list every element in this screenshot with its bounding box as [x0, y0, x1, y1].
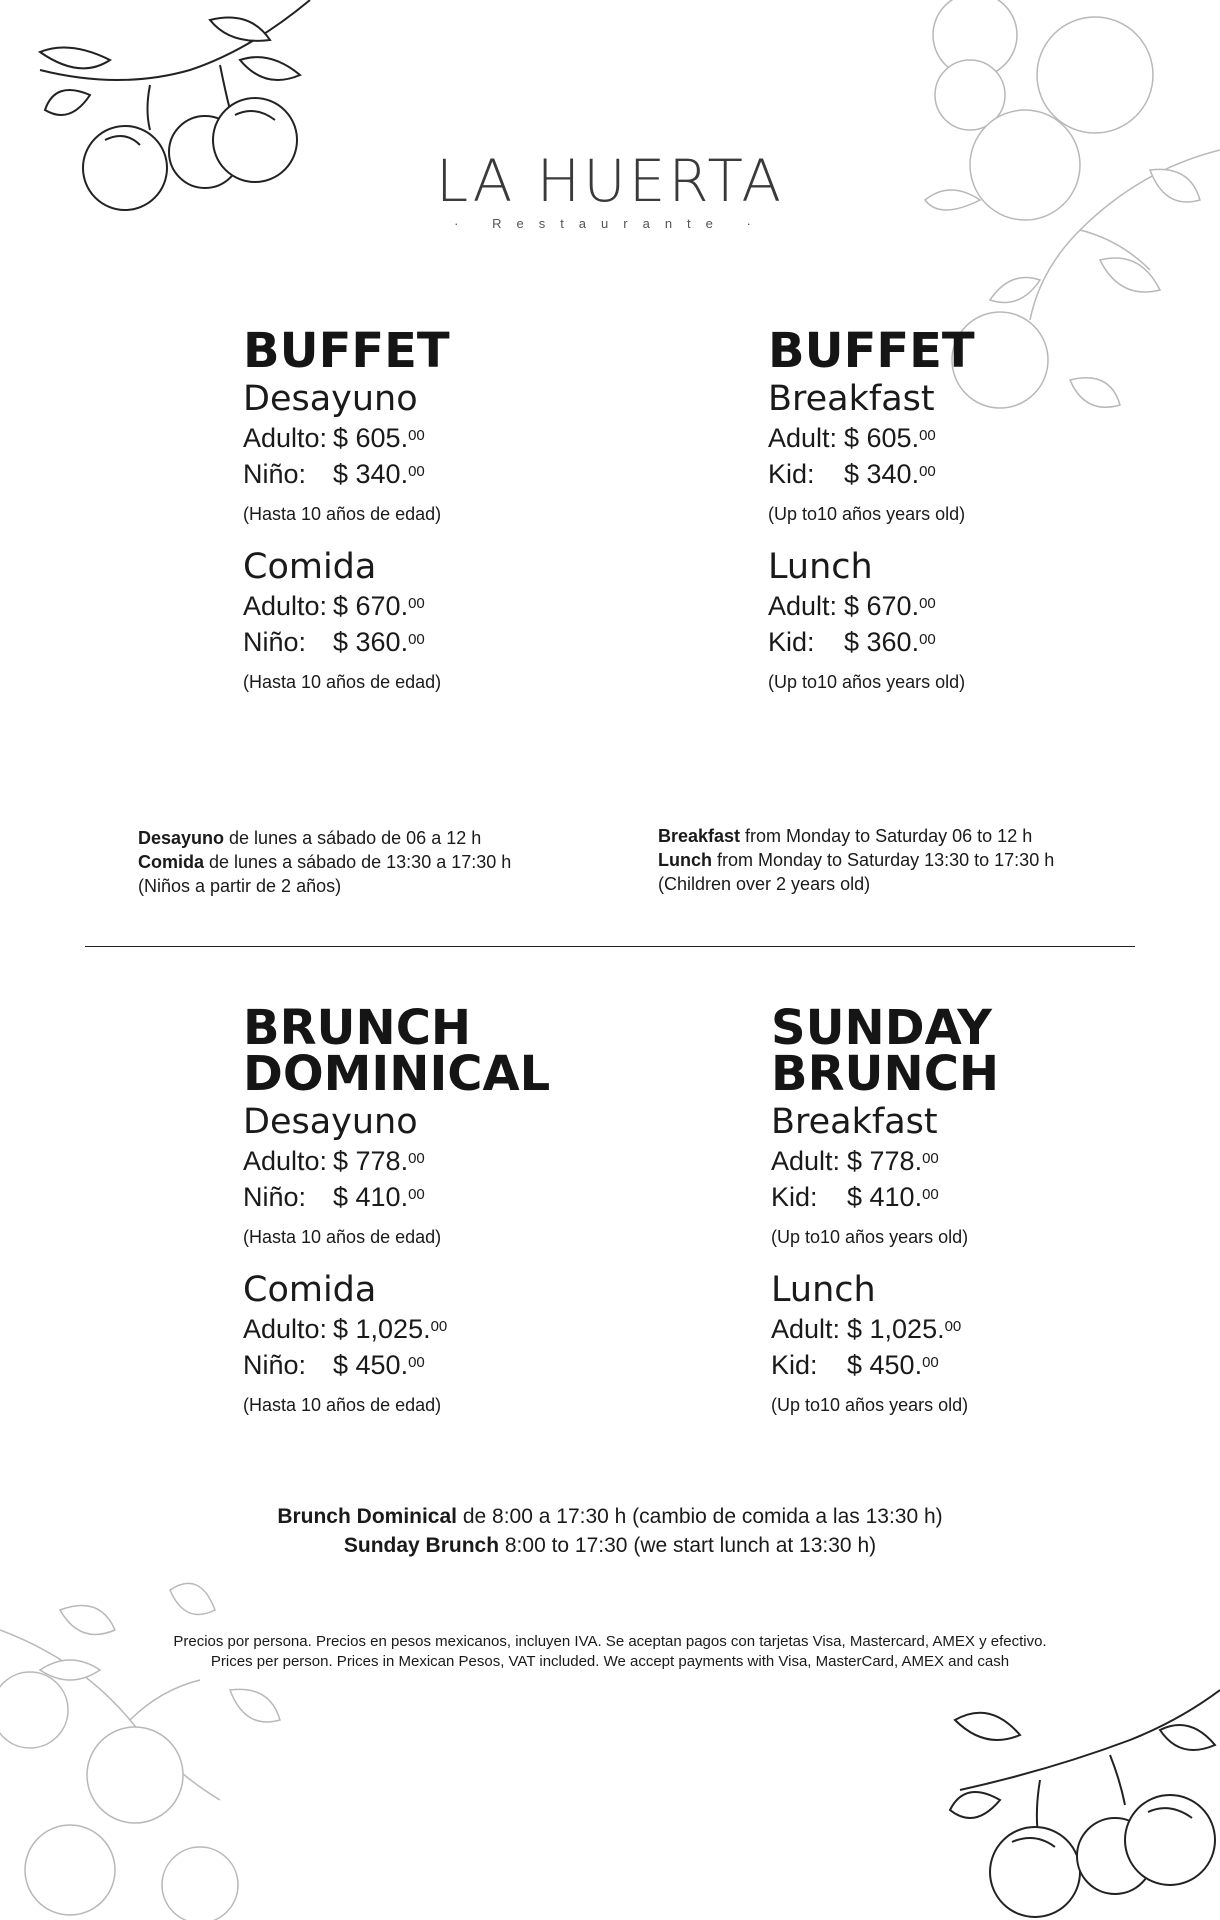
brunch-hours-es: Brunch Dominical de 8:00 a 17:30 h (cambio de comida a las 13:30 h)	[277, 1505, 943, 1528]
apple-branch-illustration-bottom-right	[930, 1660, 1220, 1920]
schedule-en-lunch: Lunch from Monday to Saturday 13:30 to 17:30 h	[658, 850, 1055, 870]
brunch-breakfast-age-note-es: (Hasta 10 años de edad)	[243, 1227, 442, 1247]
breakfast-heading-es: Desayuno	[243, 379, 418, 419]
adult-lunch-price-en: Adult: $ 670.00	[768, 591, 936, 621]
lunch-heading-en: Lunch	[768, 547, 873, 587]
brunch-kid-breakfast-price-en: Kid: $ 410.00	[771, 1182, 939, 1212]
brunch-title-es: BRUNCH DOMINICAL	[243, 1000, 551, 1102]
kid-lunch-price-es: Niño: $ 360.00	[243, 627, 425, 657]
breakfast-age-note-en: (Up to10 años years old)	[768, 504, 966, 524]
brunch-english-block	[771, 1000, 1000, 1417]
brunch-breakfast-age-note-en: (Up to10 años years old)	[771, 1227, 969, 1247]
lunch-age-note-en: (Up to10 años years old)	[768, 672, 966, 692]
kid-breakfast-price-en: Kid: $ 340.00	[768, 459, 936, 489]
adult-lunch-price-es: Adulto: $ 670.00	[243, 591, 425, 621]
brunch-lunch-age-note-en: (Up to10 años years old)	[771, 1395, 969, 1415]
brunch-kid-breakfast-price-es: Niño: $ 410.00	[243, 1182, 425, 1212]
restaurant-logo	[0, 147, 1220, 231]
footer-en: Prices per person. Prices in Mexican Pesos, VAT included. We accept payments with Visa, MasterCard, AMEX and cash	[210, 1653, 1010, 1670]
schedule-es-breakfast: Desayuno de lunes a sábado de 06 a 12 h	[138, 828, 482, 848]
brunch-kid-lunch-price-es: Niño: $ 450.00	[243, 1350, 425, 1380]
schedule-es-children: (Niños a partir de 2 años)	[138, 876, 342, 896]
schedule-en-children: (Children over 2 years old)	[658, 874, 871, 894]
lunch-heading-es: Comida	[243, 547, 377, 587]
schedule-es-lunch: Comida de lunes a sábado de 13:30 a 17:30 h	[138, 852, 512, 872]
logo-name: LA HUERTA	[435, 147, 785, 215]
brunch-breakfast-heading-es: Desayuno	[243, 1102, 418, 1142]
brunch-adult-lunch-price-en: Adult: $ 1,025.00	[771, 1314, 962, 1344]
schedule-en-breakfast: Breakfast from Monday to Saturday 06 to 12 h	[658, 826, 1033, 846]
schedule-es	[138, 826, 511, 898]
footer-es: Precios por persona. Precios en pesos mexicanos, incluyen IVA. Se aceptan pagos con tarjetas Visa, Mastercard, AMEX y efectivo.	[173, 1633, 1047, 1650]
section-divider	[85, 946, 1135, 947]
breakfast-age-note-es: (Hasta 10 años de edad)	[243, 504, 442, 524]
buffet-title-es: BUFFET	[243, 323, 450, 379]
kid-lunch-price-en: Kid: $ 360.00	[768, 627, 936, 657]
brunch-hours-en: Sunday Brunch 8:00 to 17:30 (we start lunch at 13:30 h)	[343, 1534, 877, 1557]
kid-breakfast-price-es: Niño: $ 340.00	[243, 459, 425, 489]
brunch-lunch-heading-es: Comida	[243, 1270, 377, 1310]
lunch-age-note-es: (Hasta 10 años de edad)	[243, 672, 442, 692]
brunch-title-en: SUNDAY BRUNCH	[771, 1000, 1000, 1102]
brunch-lunch-heading-en: Lunch	[771, 1270, 876, 1310]
brunch-hours	[0, 1502, 1220, 1560]
buffet-spanish-block	[243, 323, 450, 694]
brunch-adult-lunch-price-es: Adulto: $ 1,025.00	[243, 1314, 448, 1344]
brunch-breakfast-heading-en: Breakfast	[771, 1102, 938, 1142]
adult-breakfast-price-es: Adulto: $ 605.00	[243, 423, 425, 453]
brunch-adult-breakfast-price-es: Adulto: $ 778.00	[243, 1146, 425, 1176]
adult-breakfast-price-en: Adult: $ 605.00	[768, 423, 936, 453]
apple-branch-illustration-bottom-left	[0, 1570, 290, 1920]
brunch-adult-breakfast-price-en: Adult: $ 778.00	[771, 1146, 939, 1176]
buffet-english-block	[768, 323, 975, 694]
pricing-footer	[0, 1632, 1220, 1672]
brunch-spanish-block	[243, 1000, 551, 1417]
brunch-lunch-age-note-es: (Hasta 10 años de edad)	[243, 1395, 442, 1415]
buffet-title-en: BUFFET	[768, 323, 975, 379]
brunch-kid-lunch-price-en: Kid: $ 450.00	[771, 1350, 939, 1380]
logo-subtitle: · Restaurante ·	[454, 216, 766, 231]
breakfast-heading-en: Breakfast	[768, 379, 935, 419]
schedule-en	[658, 824, 1054, 896]
